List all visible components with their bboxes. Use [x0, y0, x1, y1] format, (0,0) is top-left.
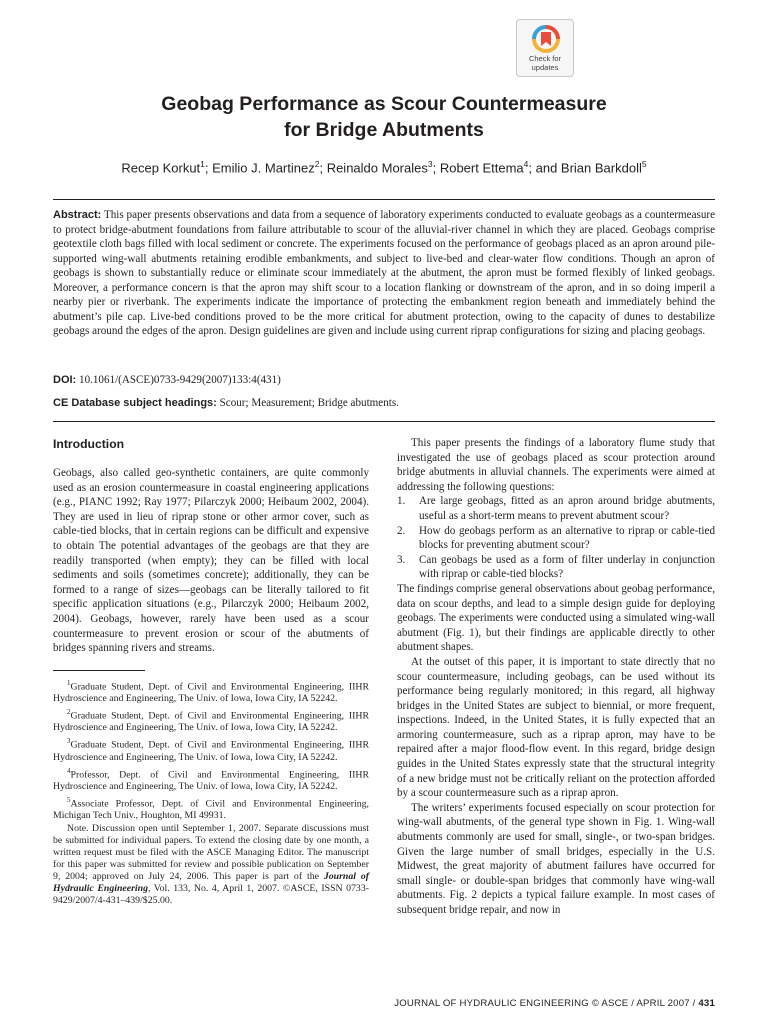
right-paragraph-3: At the outset of this paper, it is important to state directly that no scour countermeasure, including geobags, can be used without its performance being regularly monitored; in this regard, all highway bridges in the United States are subject to biennial, or more frequent, inspections. Indeed, in the United States, it is fully expected that an armoring countermeasure, such as a riprap apron, may have to be repaired after a major flood-flow event. In this regard, bridge design guides in the United States expressly state that the structural integrity of a new bridge must not be critically reliant on the protection afforded by a scour countermeasure such as a riprap apron.	[397, 655, 715, 800]
right-paragraph-1: This paper presents the findings of a laboratory flume study that investigated the use of geobags placed as scour protection around bridge abutments in alluvial channels. The experiments were aimed at addressing the following questions:	[397, 437, 715, 493]
footnote-text: Associate Professor, Dept. of Civil and Environmental Engineering, Michigan Tech Univ., Houghton, MI 49931.	[53, 798, 369, 822]
title-line-2: for Bridge Abutments	[284, 119, 484, 141]
doi-value[interactable]: 10.1061/(ASCE)0733-9429(2007)133:4(431)	[79, 374, 281, 386]
subject-headings	[53, 396, 715, 410]
footnote	[53, 794, 369, 822]
author-separator: ;	[319, 160, 327, 176]
paper-title	[0, 91, 768, 143]
check-for-updates-icon	[531, 24, 561, 54]
doi-label: DOI:	[53, 374, 77, 386]
right-column	[397, 436, 715, 918]
author-separator: ;	[432, 160, 440, 176]
title-line-1: Geobag Performance as Scour Countermeasure	[161, 93, 607, 115]
footnotes	[53, 677, 369, 822]
question-number: 2.	[397, 524, 406, 537]
footer-journal: JOURNAL OF HYDRAULIC ENGINEERING © ASCE / APRIL 2007 /	[394, 998, 699, 1009]
check-for-updates-label: Check for updates	[528, 54, 562, 72]
abstract-text: This paper presents observations and data from a sequence of laboratory experiments conducted to evaluate geobags as a countermeasure to protect bridge-abutment foundations from failure attributable to scour of the alluvial-river channel in which they are placed. Geobags comprise geotextile cloth bags filled with local sediment or concrete. The experiments focused on the performance of geobags placed as an apron around pile-supported wing-wall abutments retaining erodible embankments, and subject to live-bed and clear-water flow conditions. Though an apron of geobags is shown to substantially reduce or eliminate scour immediately at the abutment, the apron must be formed flexibly of linked geobags. Moreover, a performance concern is that the apron may shift scour to a location flanking or downstream of the apron, and in so doing imperil a nearby pier or riverbank. The experiments indicate the importance of protecting the embankment region beneath and immediately behind the abutment’s pile cap. Live-bed conditions proved to be the more critical for abutment protection, owing to the capacity of dunes to destabilize geobags around the edges of the apron. Design guidelines are given and include using current riprap configurations for sizing and placing geobags.	[53, 209, 715, 337]
header-divider	[53, 199, 715, 200]
footnote	[53, 765, 369, 793]
question-number: 3.	[397, 553, 406, 566]
footnote-marker: 3	[67, 737, 71, 746]
footnote-text: Professor, Dept. of Civil and Environmental Engineering, IIHR Hydroscience and Engineering, The Univ. of Iowa, Iowa City, IA 52242.	[53, 768, 369, 792]
question-list	[397, 494, 715, 582]
question-item	[397, 524, 715, 553]
author-separator: ;	[204, 160, 213, 176]
author-name: Emilio J. Martinez	[212, 160, 315, 176]
footnote-text: Graduate Student, Dept. of Civil and Environmental Engineering, IIHR Hydroscience and Engineering, The Univ. of Iowa, Iowa City, IA 52242.	[53, 710, 369, 734]
footnote	[53, 735, 369, 763]
footnote-divider	[53, 670, 145, 671]
question-text: How do geobags perform as an alternative to riprap or cable-tied blocks for preventing abutment scour?	[419, 524, 715, 552]
author-affiliation-marker: 1	[200, 159, 205, 169]
footnote-text: Graduate Student, Dept. of Civil and Environmental Engineering, IIHR Hydroscience and Engineering, The Univ. of Iowa, Iowa City, IA 52242.	[53, 739, 369, 763]
question-text: Are large geobags, fitted as an apron around bridge abutments, useful as a short-term means to prevent abutment scour?	[419, 495, 715, 522]
page-number: 431	[698, 998, 715, 1009]
footnote-marker: 2	[67, 707, 71, 716]
subject-headings-value: Scour; Measurement; Bridge abutments.	[219, 397, 399, 409]
right-paragraph-4: The writers’ experiments focused especially on scour protection for wing-wall abutments, of the general type shown in Fig. 1. Wing-wall abutments commonly are used for small, single-, or two-span bridges. Given the large number of small bridges, especially in the U.S. Midwest, the great majority of abutment failures have occurred for small single- or double-span bridges that commonly have wing-wall abutments. Fig. 2 depicts a typical failure example. In most cases of subsequent bridge repair, and now in	[397, 801, 715, 916]
left-column	[53, 436, 369, 908]
author-separator: ; and	[528, 160, 561, 176]
abstract-divider	[53, 421, 715, 422]
discussion-note: Note. Discussion open until September 1, 2007. Separate discussions must be submitted for individual papers. To extend the closing date by one month, a written request must be filed with the ASCE Managing Editor. The manuscript for this paper was submitted for review and possible publication on September 9, 2004; approved on July 24, 2006. This paper is part of the Journal of Hydraulic Engineering, Vol. 133, No. 4, April 1, 2007. ©ASCE, ISSN 0733-9429/2007/4-431–439/$25.00.	[53, 823, 369, 907]
author-name: Reinaldo Morales	[326, 160, 428, 176]
doi-line	[53, 373, 715, 387]
author-affiliation-marker: 4	[523, 159, 529, 169]
author-name: Brian Barkdoll	[560, 160, 642, 176]
author-list	[0, 155, 768, 177]
author-affiliation-marker: 3	[427, 159, 433, 169]
check-for-updates-badge[interactable]	[516, 19, 574, 77]
footnote-marker: 1	[67, 678, 71, 687]
footnote-marker: 4	[67, 766, 71, 775]
question-item	[397, 494, 715, 523]
author-name: Recep Korkut	[121, 160, 201, 176]
question-item	[397, 553, 715, 582]
author-name: Robert Ettema	[439, 160, 524, 176]
page-footer	[394, 998, 715, 1009]
section-heading-introduction: Introduction	[53, 437, 125, 451]
footnote	[53, 706, 369, 734]
footnote-marker: 5	[67, 795, 71, 804]
abstract	[53, 208, 715, 339]
author-affiliation-marker: 5	[641, 159, 647, 169]
footnote	[53, 677, 369, 705]
right-paragraph-2: The findings comprise general observations about geobag performance, data on scour depths, and lead to a simple design guide for deploying geobags. The experiments were conducted using a simulated wing-wall abutment (Fig. 1), but their findings are applicable directly to other abutment shapes.	[397, 582, 715, 654]
subject-headings-label: CE Database subject headings:	[53, 397, 217, 409]
intro-paragraph-1: Geobags, also called geo-synthetic containers, are quite commonly used as an erosion countermeasure in coastal engineering applications (e.g., PIANC 1992; Ray 1977; Pilarczyk 2000; Heibaum 2002, 2004). They are used in lieu of riprap stone or other armor cover, such as cable-tied blocks, that in certain regions can be difficult and expensive to obtain The potential advantages of the geobags are that they are readily transported (when empty); they can be filled with local sediments and soils (sometimes concrete); additionally, they can be formed to a range of sizes—geobags can be literally tailored to fit specific application situations (e.g., Pilarczyk 2000; Heibaum 2002, 2004). Geobags, however, rarely have been used as a scour countermeasure to prevent erosion or scour of the abutments of bridges spanning rivers and streams.	[53, 467, 369, 655]
author-affiliation-marker: 2	[314, 159, 320, 169]
footnote-text: Graduate Student, Dept. of Civil and Environmental Engineering, IIHR Hydroscience and Engineering, The Univ. of Iowa, Iowa City, IA 52242.	[53, 680, 369, 704]
abstract-label: Abstract:	[53, 209, 102, 221]
question-number: 1.	[397, 495, 406, 508]
question-text: Can geobags be used as a form of filter underlay in conjunction with riprap or cable-tied blocks?	[419, 553, 715, 581]
